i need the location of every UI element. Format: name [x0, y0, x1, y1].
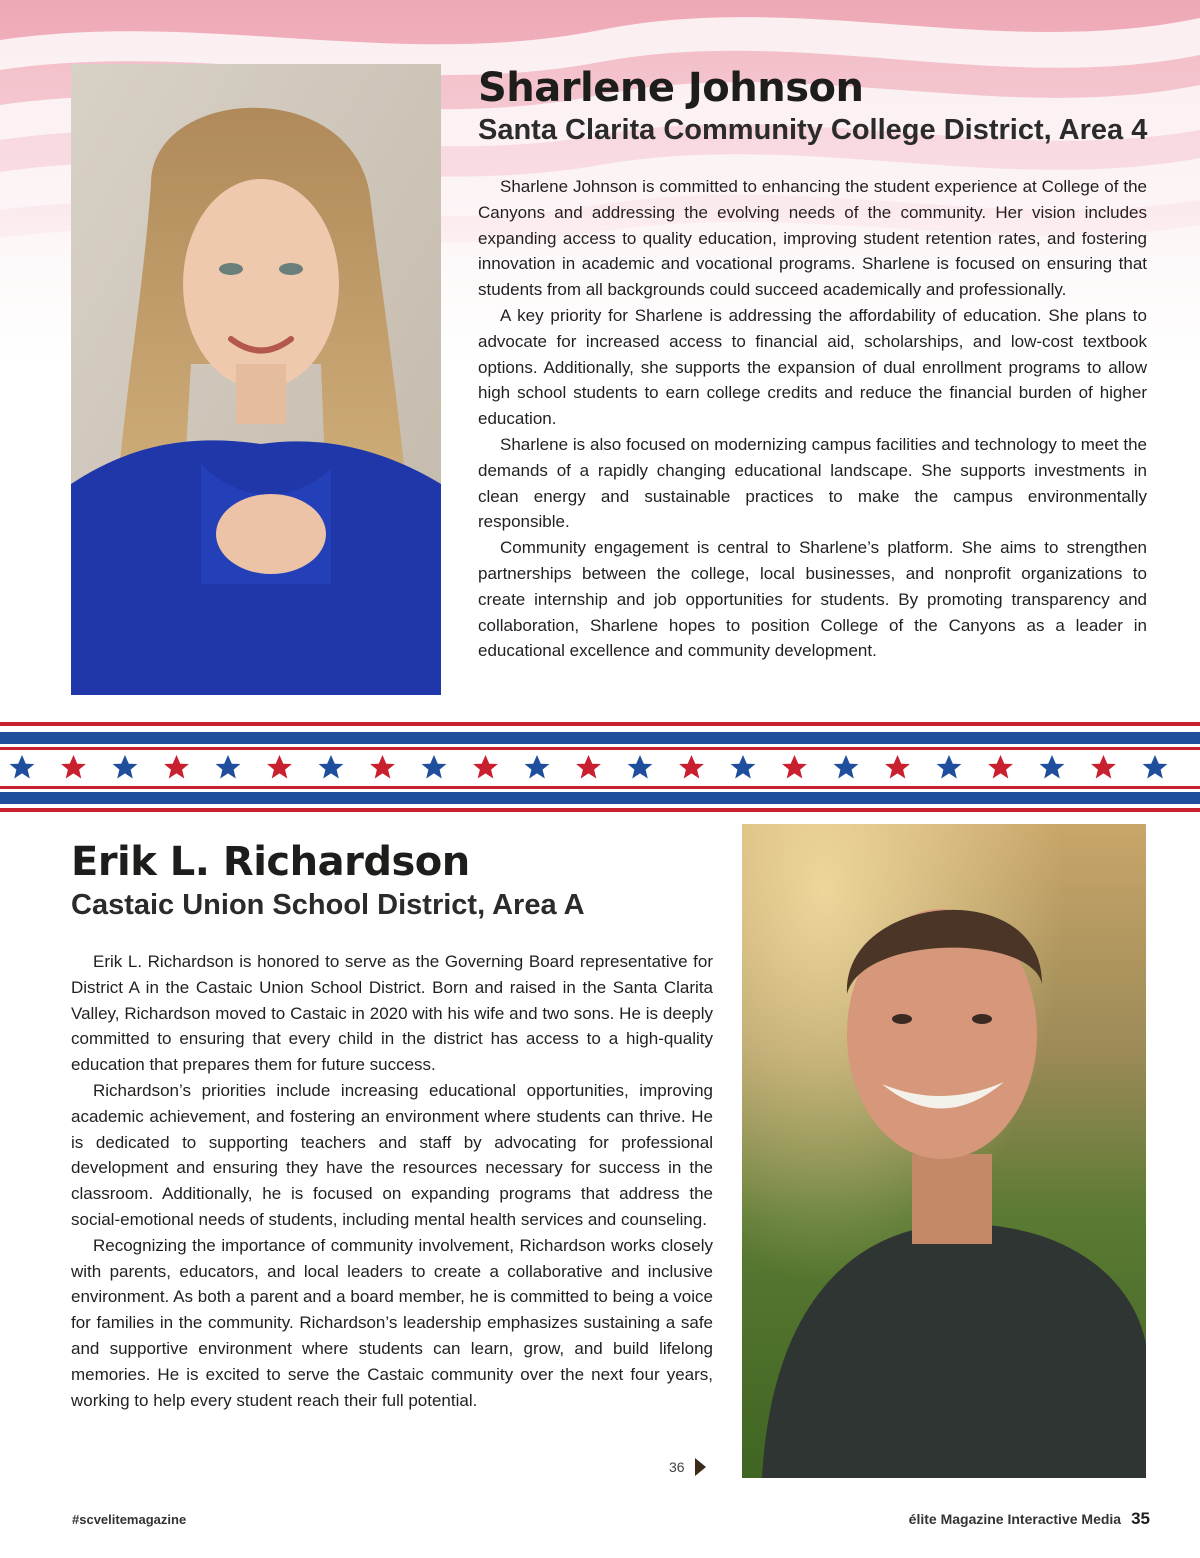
candidate-district: Castaic Union School District, Area A [71, 889, 585, 921]
star-icon [988, 755, 1013, 779]
star-icon [731, 755, 756, 779]
page-number: 35 [1131, 1509, 1150, 1528]
footer-magazine-name: élite Magazine Interactive Media [908, 1511, 1122, 1527]
star-icon [216, 755, 241, 779]
star-icon [885, 755, 910, 779]
star-icon [1040, 755, 1065, 779]
bio-paragraph: Sharlene Johnson is committed to enhancing the student experience at College of the Canyons and addressing the evolving needs of the community. Her vision includes expanding access to quality education, improving student retention rates, and fostering innovation in academic and vocational programs. Sharlene is focused on ensuring that students from all backgrounds could succeed academically and professionally. [478, 177, 1147, 300]
star-icon [164, 755, 189, 779]
star-icon [525, 755, 550, 779]
arrow-right-icon[interactable] [695, 1458, 706, 1476]
continued-page-number: 36 [669, 1459, 685, 1475]
bio-paragraph: Sharlene is also focused on modernizing campus facilities and technology to meet the demands of a rapidly changing educational landscape. She supports investments in clean energy and sustainable practices to make the campus environmentally responsible. [478, 434, 1147, 532]
star-icon [61, 755, 86, 779]
star-icon [370, 755, 395, 779]
star-icon [576, 755, 601, 779]
continued-page-link[interactable] [669, 1458, 706, 1476]
star-icon [319, 755, 344, 779]
star-icon [1143, 755, 1168, 779]
candidate-bio [478, 174, 1147, 664]
star-icon [10, 755, 35, 779]
star-icon [782, 755, 807, 779]
star-icon [267, 755, 292, 779]
bio-paragraph: Erik L. Richardson is honored to serve as the Governing Board representative for District A in the Castaic Union School District. Born and raised in the Santa Clarita Valley, Richardson moved to Castaic in 2020 with his wife and two sons. He is deeply committed to ensuring that every child in the district has access to a high-quality education that prepares them for future success. [71, 952, 713, 1075]
star-icon [422, 755, 447, 779]
candidate-bio [71, 949, 713, 1413]
candidate-name: Erik L. Richardson [71, 839, 470, 885]
footer-info [909, 1509, 1150, 1529]
star-icon [628, 755, 653, 779]
candidate-name: Sharlene Johnson [478, 65, 864, 111]
erik-richardson-photo [742, 824, 1146, 1478]
star-icon [937, 755, 962, 779]
star-icon [473, 755, 498, 779]
stars-stripes-divider [0, 722, 1200, 814]
sharlene-johnson-photo [71, 64, 441, 695]
footer-hashtag: #scvelitemagazine [72, 1512, 187, 1527]
bio-paragraph: A key priority for Sharlene is addressing the affordability of education. She plans to advocate for increased access to financial aid, scholarships, and low-cost textbook options. Additionally, she supports the expansion of dual enrollment programs to allow high school students to earn college credits and reduce the financial burden of higher education. [478, 305, 1147, 429]
bio-paragraph: Richardson’s priorities include increasing educational opportunities, improving academic achievement, and fostering an environment where students can thrive. He is dedicated to supporting teachers and staff by advocating for professional development and ensuring they have the resources necessary for success in the classroom. Additionally, he is focused on expanding programs that address the social-emotional needs of students, including mental health services and counseling. [71, 1080, 713, 1229]
star-icon [113, 755, 138, 779]
bio-paragraph: Community engagement is central to Sharlene’s platform. She aims to strengthen partnerships between the college, local businesses, and nonprofit organizations to create internship and job opportunities for students. By promoting transparency and collaboration, Sharlene hopes to position College of the Canyons as a leader in educational excellence and community development. [478, 538, 1147, 661]
bio-paragraph: Recognizing the importance of community involvement, Richardson works closely with parents, educators, and local leaders to create a collaborative and inclusive environment. As both a parent and a board member, he is committed to being a voice for families in the community. Richardson’s leadership emphasizes sustaining a safe and supportive environment where students can learn, grow, and build lifelong memories. He is excited to serve the Castaic community over the next four years, working to help every student reach their full potential. [71, 1235, 713, 1410]
star-icon [1091, 755, 1116, 779]
candidate-district: Santa Clarita Community College District, Area 4 [478, 114, 1148, 146]
star-icon [679, 755, 704, 779]
star-icon [834, 755, 859, 779]
